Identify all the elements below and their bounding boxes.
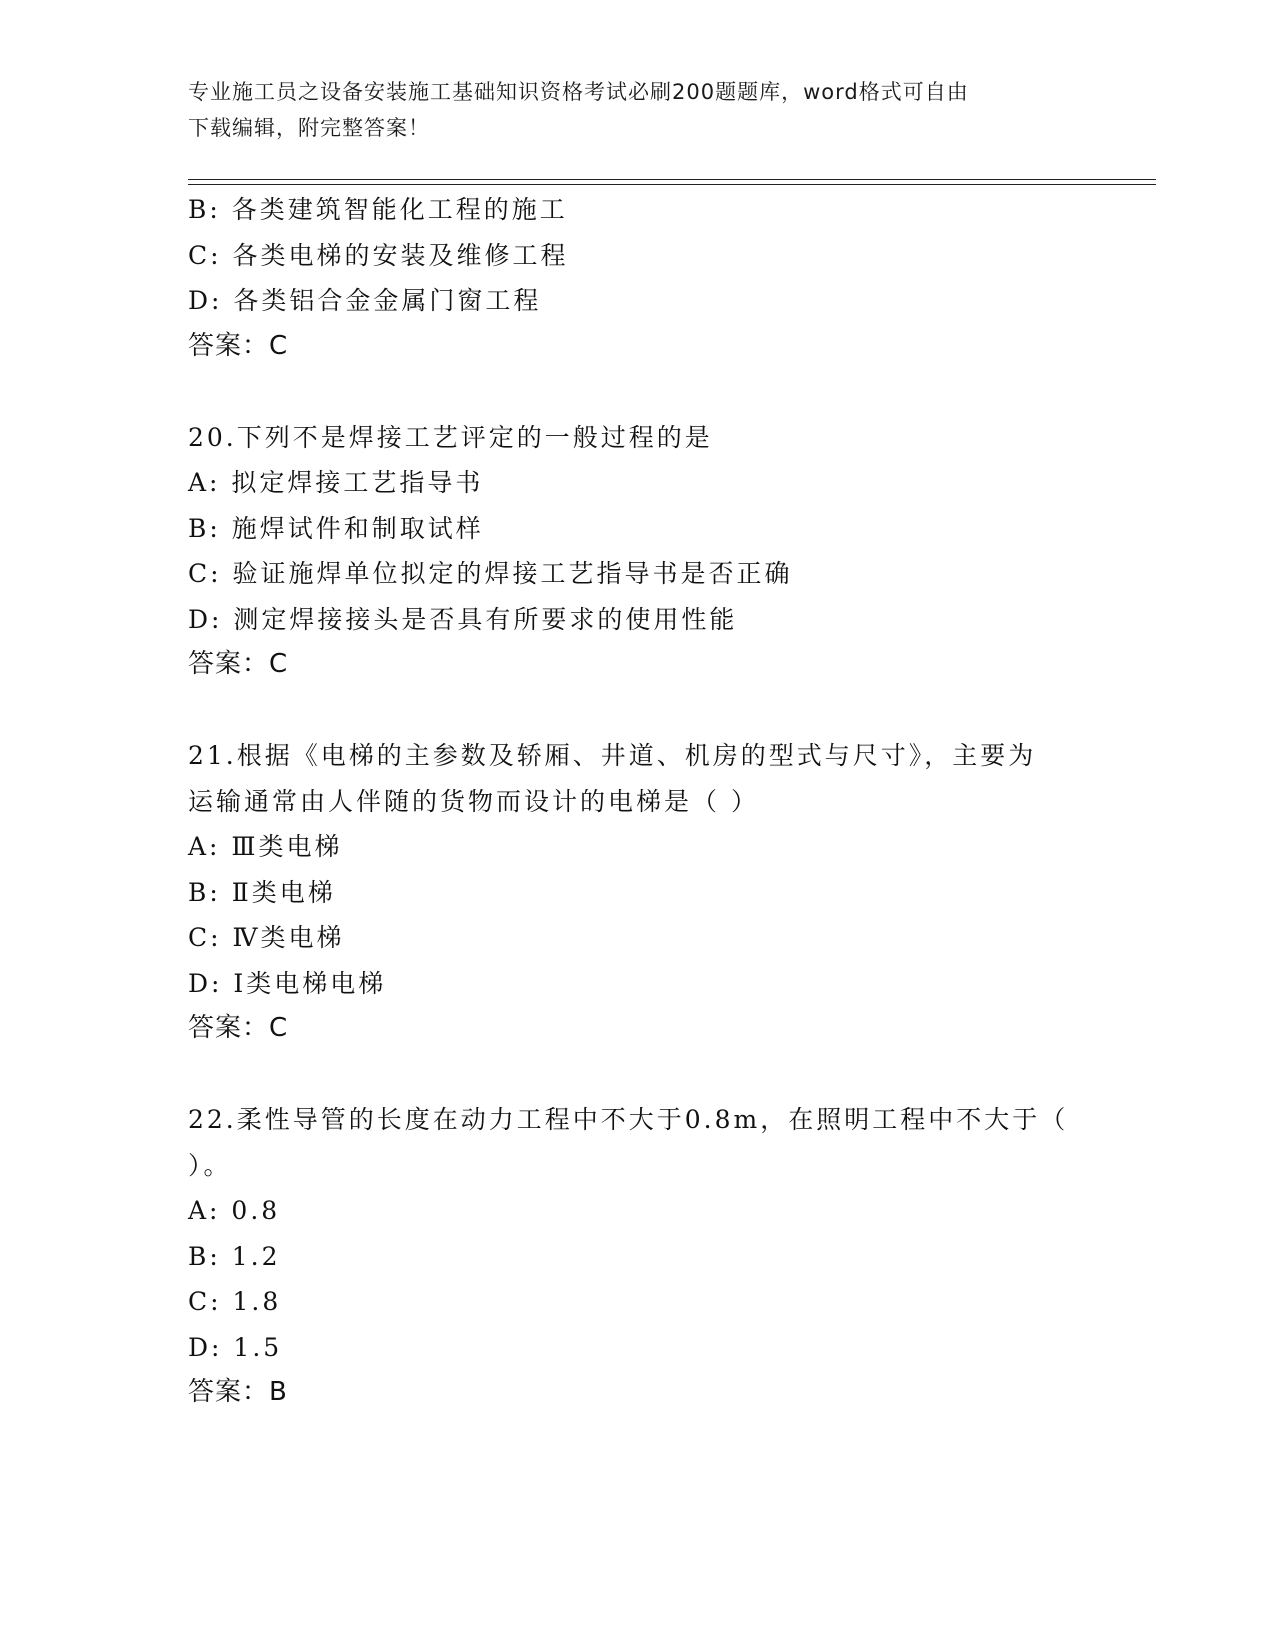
header-divider-bottom (188, 184, 1156, 185)
spacer (188, 688, 1108, 734)
question-stem-line-1: 22.柔性导管的长度在动力工程中不大于0.8m，在照明工程中不大于（ (188, 1105, 1069, 1134)
document-header (188, 74, 1088, 146)
question-stem: 20.下列不是焊接工艺评定的一般过程的是 (188, 422, 713, 452)
option-c: C: 验证施焊单位拟定的焊接工艺指导书是否正确 (188, 559, 793, 588)
question-20 (188, 415, 1108, 688)
spacer (188, 1052, 1108, 1098)
option-a: A: 0.8 (188, 1196, 281, 1225)
option-c: C: 1.8 (188, 1287, 282, 1316)
option-b: B: 各类建筑智能化工程的施工 (188, 195, 568, 224)
option-b: B: Ⅱ类电梯 (188, 877, 336, 907)
header-divider-top (188, 179, 1156, 180)
option-a: A: Ⅲ类电梯 (188, 832, 343, 861)
option-c: C: Ⅳ类电梯 (188, 923, 345, 952)
answer-line: 答案：C (188, 649, 289, 679)
question-19 (188, 187, 1108, 369)
question-21 (188, 733, 1108, 1052)
header-title-line-1: 专业施工员之设备安装施工基础知识资格考试必刷200题题库，word格式可自由 (188, 80, 969, 104)
question-stem-line-1: 21.根据《电梯的主参数及轿厢、井道、机房的型式与尺寸》，主要为 (188, 741, 1037, 770)
option-b: B: 1.2 (188, 1241, 281, 1271)
header-title-line-2: 下载编辑，附完整答案！ (188, 116, 430, 140)
answer-line: 答案：C (188, 1013, 289, 1043)
answer-line: 答案：C (188, 330, 289, 361)
option-c: C: 各类电梯的安装及维修工程 (188, 240, 569, 270)
option-d: D: 1.5 (188, 1332, 283, 1362)
answer-line: 答案：B (188, 1377, 288, 1407)
option-d: D: Ⅰ类电梯电梯 (188, 968, 387, 998)
option-b: B: 施焊试件和制取试样 (188, 513, 484, 543)
question-stem-line-2: 运输通常由人伴随的货物而设计的电梯是（ ） (188, 786, 759, 816)
option-d: D: 各类铝合金金属门窗工程 (188, 286, 542, 315)
option-d: D: 测定焊接接头是否具有所要求的使用性能 (188, 604, 738, 634)
option-a: A: 拟定焊接工艺指导书 (188, 468, 484, 497)
question-22 (188, 1097, 1108, 1416)
spacer (188, 369, 1108, 415)
question-stem-line-2: ）。 (188, 1150, 232, 1180)
question-list (188, 187, 1108, 1416)
